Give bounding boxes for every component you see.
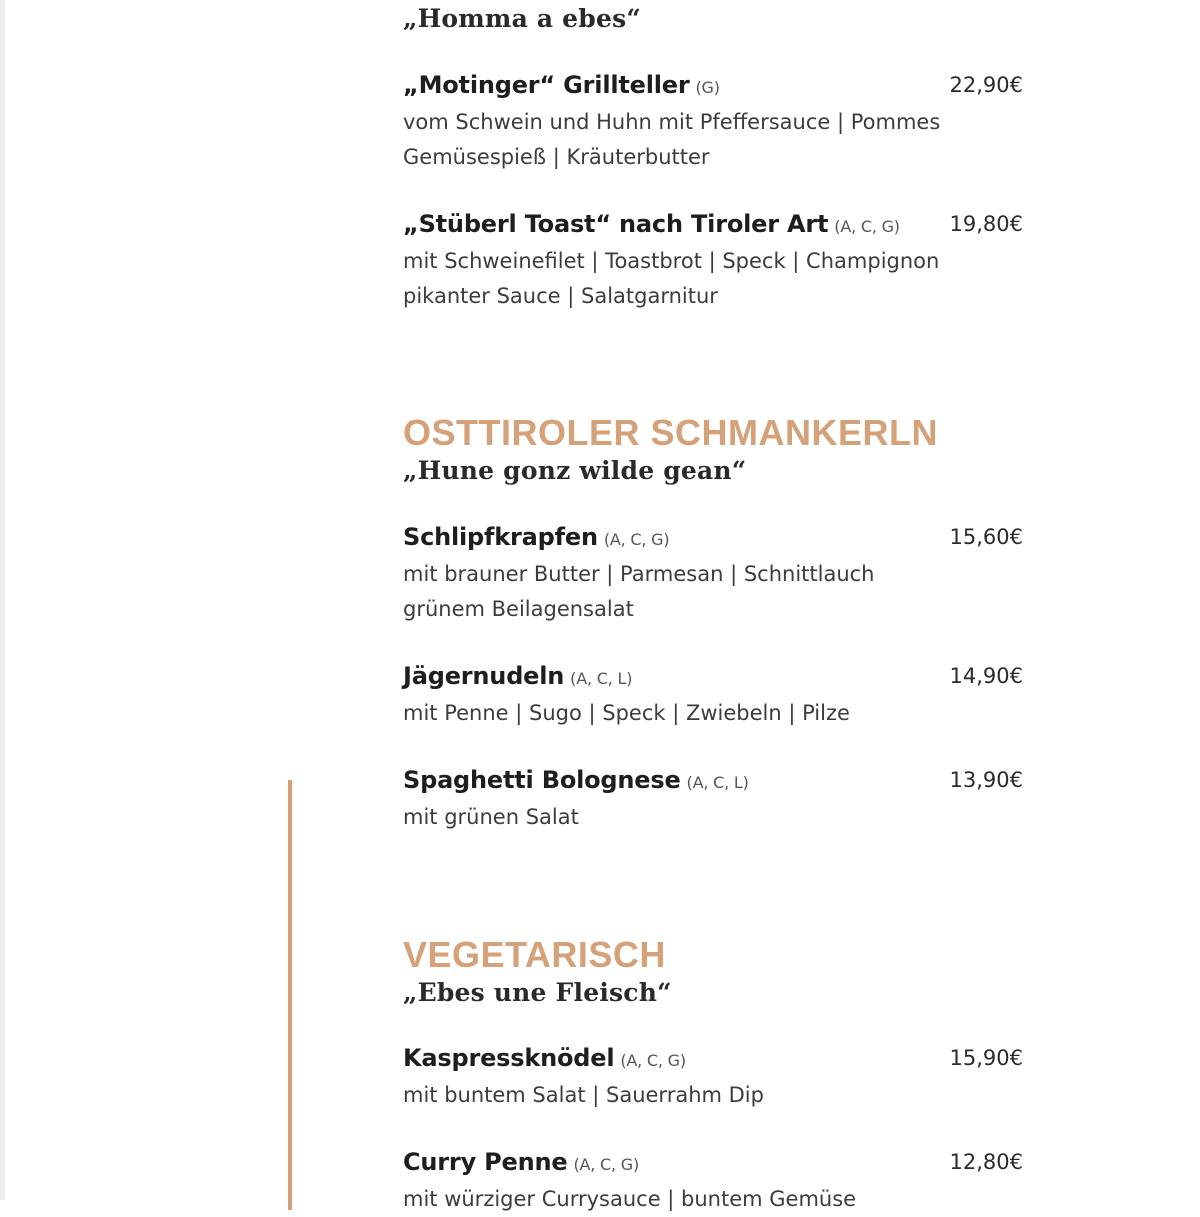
item-price: 15,90€ (949, 1046, 1023, 1070)
section-title: OSTTIROLER SCHMANKERLN (403, 412, 938, 453)
item-allergens: (G) (695, 78, 720, 97)
item-name: „Motinger“ Grillteller (G) (403, 71, 720, 99)
menu-item (403, 1148, 1023, 1217)
section-motto: „Hune gonz wilde gean“ (403, 456, 747, 485)
item-name: Jägernudeln (A, C, L) (403, 662, 633, 690)
section-title: VEGETARISCH (403, 934, 666, 975)
item-price: 14,90€ (949, 664, 1023, 688)
item-description: mit grünen Salat (403, 805, 579, 829)
section-motto: „Ebes une Fleisch“ (403, 978, 672, 1007)
item-description: mit würziger Currysauce | buntem Gemüse (403, 1187, 857, 1211)
item-price: 13,90€ (949, 768, 1023, 792)
menu-item (403, 523, 1023, 627)
item-name: „Stüberl Toast“ nach Tiroler Art (A, C, G) (403, 210, 900, 238)
item-price: 15,60€ (949, 525, 1023, 549)
item-price: 22,90€ (949, 73, 1023, 97)
item-description: mit Penne | Sugo | Speck | Zwiebeln | Pilze (403, 701, 850, 725)
item-description: vom Schwein und Huhn mit Pfeffersauce | Pommes Gemüsespieß | Kräuterbutter (403, 110, 941, 169)
item-allergens: (A, C, G) (834, 217, 900, 236)
section-motto: „Homma a ebes“ (403, 4, 641, 33)
item-allergens: (A, C, G) (573, 1155, 640, 1174)
item-name: Kaspressknödel (A, C, G) (403, 1044, 686, 1072)
menu-item (403, 1044, 1023, 1113)
item-price: 12,80€ (949, 1150, 1023, 1174)
menu-item (403, 210, 1023, 314)
item-allergens: (A, C, G) (620, 1051, 686, 1070)
item-name: Curry Penne (A, C, G) (403, 1148, 640, 1176)
item-name: Schlipfkrapfen (A, C, G) (403, 523, 670, 551)
menu-item (403, 71, 1023, 175)
item-allergens: (A, C, L) (570, 669, 633, 688)
item-allergens: (A, C, G) (603, 530, 670, 549)
page-edge (0, 0, 5, 1200)
accent-divider-line (288, 780, 292, 1210)
menu-item (403, 662, 1023, 731)
item-price: 19,80€ (949, 212, 1023, 236)
menu-item (403, 766, 1023, 835)
item-allergens: (A, C, L) (686, 773, 749, 792)
item-description: mit buntem Salat | Sauerrahm Dip (403, 1083, 764, 1107)
item-description: mit brauner Butter | Parmesan | Schnittlauch grünem Beilagensalat (403, 562, 875, 621)
item-description: mit Schweinefilet | Toastbrot | Speck | Champignon pikanter Sauce | Salatgarnitur (403, 249, 940, 308)
item-name: Spaghetti Bolognese (A, C, L) (403, 766, 749, 794)
